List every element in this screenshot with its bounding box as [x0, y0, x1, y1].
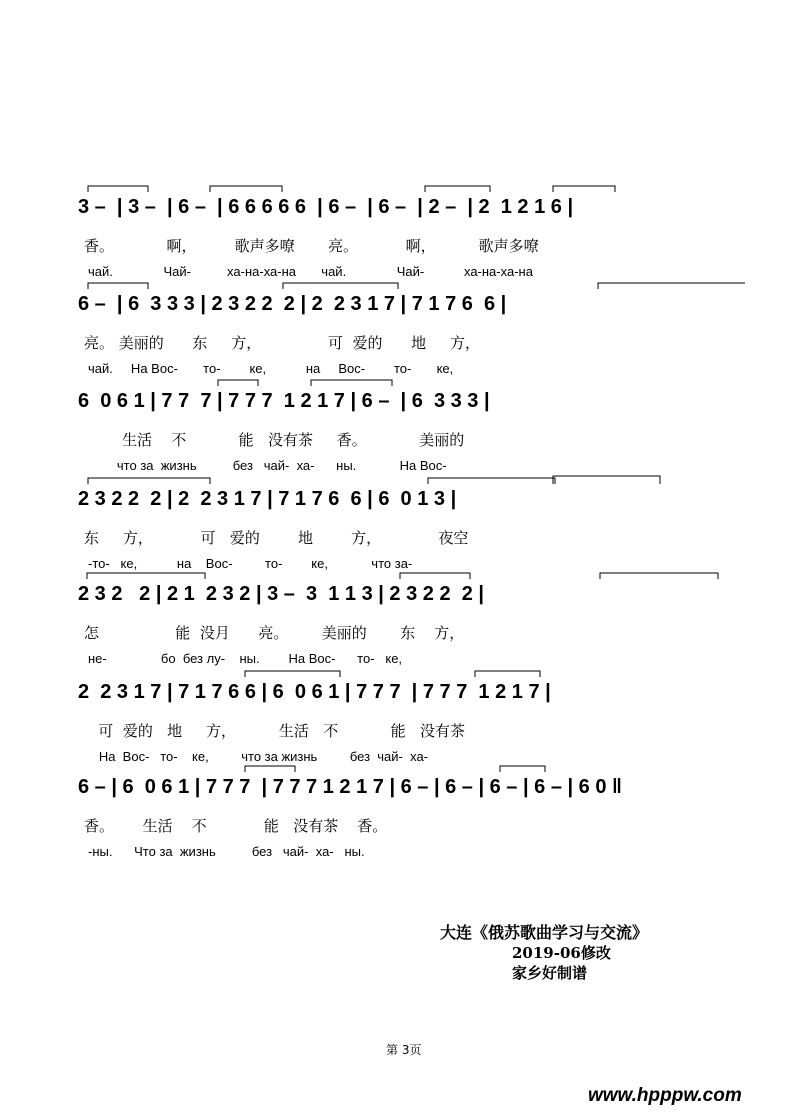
lyrics-chinese: 亮。 美丽的 东 方， 可 爱的 地 方， — [84, 334, 480, 352]
notes-line: 2 3 2 2 2 | 2 2 3 1 7 | 7 1 7 6 6 | 6 0 1 3 | — [78, 488, 457, 510]
lyrics-russian: чай. Чай- ха-на-ха-на чай. Чай- ха-на-ха-на — [88, 264, 533, 279]
system-1 — [0, 196, 790, 291]
lyrics-russian: чай. На Вос- то- ке, на Вос- то- ке, — [88, 361, 454, 376]
lyrics-russian: На Вос- то- ке, что за жизнь без чай- ха- — [88, 749, 428, 764]
page-number: 第 3页 — [386, 1043, 422, 1057]
system-7 — [0, 776, 790, 871]
footer-author-line: 家乡好制谱 — [512, 964, 588, 982]
system-5 — [0, 583, 790, 678]
lyrics-russian: -то- ке, на Вос- то- ке, что за- — [88, 556, 413, 571]
lyrics-russian: -ны. Что за жизнь без чай- ха- ны. — [88, 844, 365, 859]
lyrics-chinese: 可 爱的 地 方， 生活 不 能 没有茶 — [84, 722, 465, 740]
lyrics-chinese: 香。 啊， 歌声多嘹 亮。 啊， 歌声多嘹 — [84, 237, 539, 255]
lyrics-chinese: 东 方， 可 爱的 地 方， 夜空 — [84, 529, 469, 547]
notes-line: 6 0 6 1 | 7 7 7 | 7 7 7 1 2 1 7 | 6 – | 6 3 3 3 | — [78, 390, 490, 412]
system-4 — [0, 488, 790, 583]
system-3 — [0, 390, 790, 485]
notes-line: 2 3 2 2 | 2 1 2 3 2 | 3 – 3 1 1 3 | 2 3 2 2 2 | — [78, 583, 484, 605]
footer-date-line: 2019-06修改 — [512, 944, 611, 962]
notes-line: 6 – | 6 0 6 1 | 7 7 7 | 7 7 7 1 2 1 7 | 6 – | 6 – | 6 – | 6 – | 6 0 ‖ — [78, 776, 622, 798]
lyrics-chinese: 怎 能 没月 亮。 美丽的 东 方， — [84, 624, 465, 642]
footer-credit-line: 大连《俄苏歌曲学习与交流》 — [440, 923, 649, 942]
system-2 — [0, 293, 790, 388]
notes-line: 3 – | 3 – | 6 – | 6 6 6 6 6 | 6 – | 6 – | 2 – | 2 1 2 1 6 | — [78, 196, 574, 218]
notes-line: 6 – | 6 3 3 3 | 2 3 2 2 2 | 2 2 3 1 7 | 7 1 7 6 6 | — [78, 293, 507, 315]
lyrics-chinese: 香。 生活 不 能 没有茶 香。 — [84, 817, 388, 835]
watermark: www.hpppw.com — [588, 1085, 742, 1106]
system-6 — [0, 681, 790, 776]
lyrics-russian: что за жизнь без чай- ха- ны. На Вос- — [88, 458, 447, 473]
lyrics-chinese: 生活 不 能 没有茶 香。 美丽的 — [84, 431, 465, 449]
notes-line: 2 2 3 1 7 | 7 1 7 6 6 | 6 0 6 1 | 7 7 7 | 7 7 7 1 2 1 7 | — [78, 681, 551, 703]
lyrics-russian: не- бо без лу- ны. На Вос- то- ке, — [88, 651, 403, 666]
